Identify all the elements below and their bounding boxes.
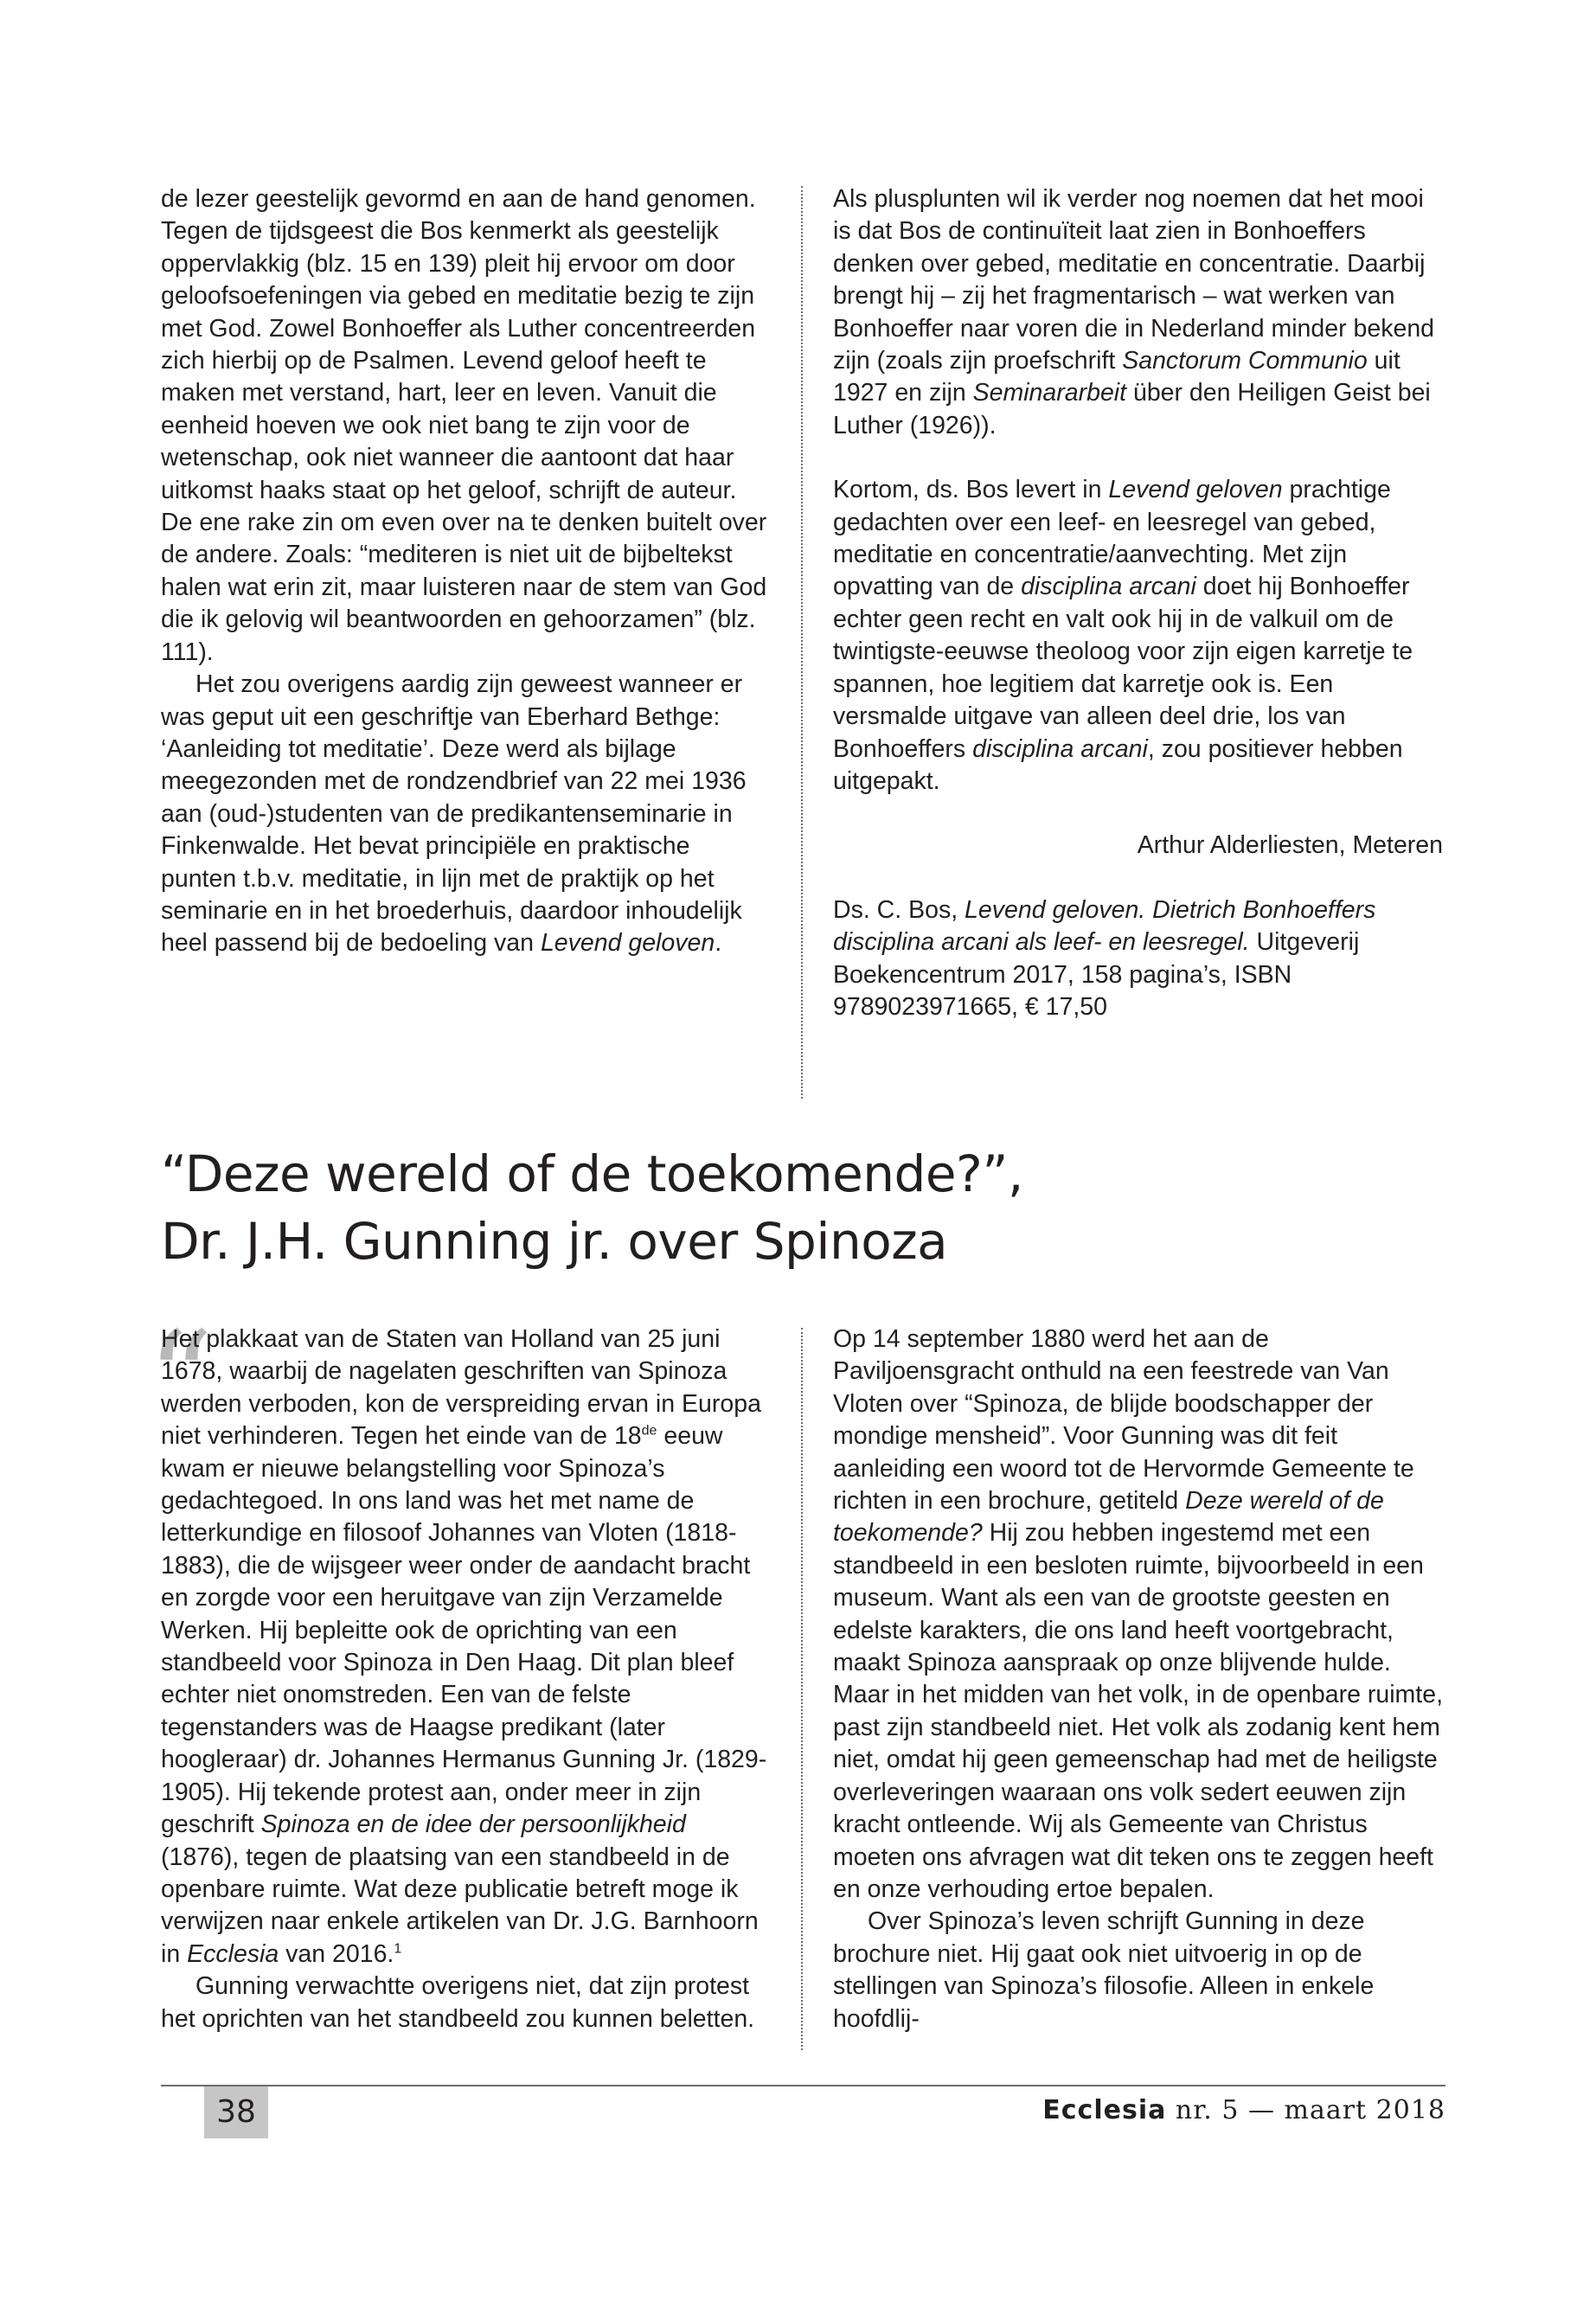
page-number: 38 bbox=[204, 2086, 268, 2138]
article-paragraph-4: Over Spinoza’s leven schrijft Gunning in deze brochure niet. Hij gaat ook niet uitvoerig in op de stellingen van Spinoza’s filosofie. Alleen in enkele hoofdlij- bbox=[833, 1907, 1375, 2033]
review-paragraph-4: Kortom, ds. Bos levert in Levend geloven prachtige gedachten over een leef- en leesregel van gebed, meditatie en concentratie/aanvechting. Met zijn opvatting van de disciplina arcani doet hij Bonhoeffer echter geen recht en valt ook hij in de valkuil om de twintigste-eeuwse theoloog voor zijn eigen karretje te spannen, hoe legitiem dat karretje ook is. Een versmalde uitgave van alleen deel drie, los van Bonhoeffers disciplina arcani, zou positiever hebben uitgepakt. bbox=[833, 476, 1413, 795]
article-title bbox=[161, 1140, 1458, 1275]
footer-rule bbox=[161, 2085, 1445, 2086]
review-column-right bbox=[833, 183, 1443, 1023]
column-divider-top bbox=[801, 186, 803, 1099]
footnote-marker: 1 bbox=[394, 1941, 402, 1957]
drop-quote-mark: “ bbox=[147, 1304, 214, 1455]
review-bibliography: Ds. C. Bos, Levend geloven. Dietrich Bonhoeffers disciplina arcani als leef- en leesregel. Uitgeverij Boekencentrum 2017, 158 pagina’s, ISBN 9789023971665, € 17,50 bbox=[833, 895, 1376, 1021]
review-author: Arthur Alderliesten, Meteren bbox=[1137, 831, 1443, 860]
article-title-line-2: Dr. J.H. Gunning jr. over Spinoza bbox=[161, 1212, 948, 1271]
review-column-left bbox=[161, 183, 771, 960]
review-paragraph-3: Als plusplunten wil ik verder nog noemen dat het mooi is dat Bos de continuïteit laat zien in Bonhoeffers denken over gebed, meditatie en concentratie. Daarbij brengt hij – zij het fragmentarisch – wat werken van Bonhoeffer naar voren die in Nederland minder bekend zijn (zoals zijn proefschrift Sanctorum Communio uit 1927 en zijn Seminararbeit über den Heiligen Geist bei Luther (1926)). bbox=[833, 185, 1435, 439]
column-divider-bottom bbox=[801, 1328, 803, 2050]
article-title-line-1: “Deze wereld of de toekomende?”, bbox=[161, 1144, 1023, 1203]
article-column-left bbox=[161, 1324, 771, 2035]
article-paragraph-1: Het plakkaat van de Staten van Holland van 25 juni 1678, waarbij de nagelaten geschriften van Spinoza werden verboden, kon de verspreiding ervan in Europa niet verhinderen. Tegen het einde van de 18de eeuw kwam er nieuwe belangstelling voor Spinoza’s gedachtegoed. In ons land was het met name de letterkundige en filosoof Johannes van Vloten (1818-1883), die de wijsgeer weer onder de aandacht bracht en zorgde voor een heruitgave van zijn Verzamelde Werken. Hij bepleitte ook de oprichting van een standbeeld voor Spinoza in Den Haag. Dit plan bleef echter niet onomstreden. Een van de felste tegenstanders was de Haagse predikant (later hoogleraar) dr. Johannes Hermanus Gunning Jr. (1829-1905). Hij tekende protest aan, onder meer in zijn geschrift Spinoza en de idee der persoonlijkheid (1876), tegen de plaatsing van een standbeeld in de openbare ruimte. Wat deze publicatie betreft moge ik verwijzen naar enkele artikelen van Dr. J.G. Barnhoorn in Ecclesia van 2016.$^1$ bbox=[161, 1325, 767, 1968]
book-title: Levend geloven bbox=[540, 929, 715, 958]
article-paragraph-3: Op 14 september 1880 werd het aan de Paviljoensgracht onthuld na een feestrede van Van Vloten over “Spinoza, de blijde boodschapper der mondige mensheid”. Voor Gunning was dit feit aanleiding een woord tot de Hervormde Gemeente te richten in een brochure, getiteld Deze wereld of de toekomende? Hij zou hebben ingestemd met een standbeeld in een besloten ruimte, bijvoorbeeld in een museum. Want als een van de grootste geesten en edelste karakters, die ons land heeft voortgebracht, maakt Spinoza aanspraak op onze blijvende hulde. Maar in het midden van het volk, in de openbare ruimte, past zijn standbeeld niet. Het volk als zodanig kent hem niet, omdat hij geen gemeenschap had met de heiligste overleveringen waaraan ons volk sedert eeuwen zijn kracht ontleende. Wij als Gemeente van Christus moeten ons afvragen wat dit teken ons te zeggen heeft en onze verhouding ertoe bepalen. bbox=[833, 1325, 1443, 1903]
review-paragraph-1: de lezer geestelijk gevormd en aan de hand genomen. Tegen de tijdsgeest die Bos kenmerkt als geestelijk oppervlakkig (blz. 15 en 139) pleit hij ervoor om door geloofsoefeningen via gebed en meditatie bezig te zijn met God. Zowel Bonhoeffer als Luther concentreerden zich hierbij op de Psalmen. Levend geloof heeft te maken met verstand, hart, leer en leven. Vanuit die eenheid hoeven we ook niet bang te zijn voor de wetenschap, ook niet wanneer die aantoont dat haar uitkomst haaks staat op het geloof, schrijft de auteur. De ene rake zin om even over na te denken buitelt over de andere. Zoals: “mediteren is niet uit de bijbeltekst halen wat erin zit, maar luisteren naar de stem van God die ik gelovig wil beantwoorden en gehoorzamen” (blz. 111). bbox=[161, 185, 767, 666]
article-paragraph-2: Gunning verwachtte overigens niet, dat zijn protest het oprichten van het standbeeld zou kunnen beletten. bbox=[161, 1972, 755, 2033]
journal-name: Ecclesia bbox=[1042, 2095, 1167, 2125]
issue-info: nr. 5 — maart 2018 bbox=[1166, 2095, 1445, 2125]
review-paragraph-2: Het zou overigens aardig zijn geweest wanneer er was geput uit een geschriftje van Eberhard Bethge: ‘Aanleiding tot meditatie’. Deze werd als bijlage meegezonden met de rondzendbrief van 22 mei 1936 aan (oud-)studenten van de predikantenseminarie in Finkenwalde. Het bevat principiële en praktische punten t.b.v. meditatie, in lijn met de praktijk op het seminarie en in het broederhuis, daardoor inhoudelijk heel passend bij de bedoeling van Levend geloven. bbox=[161, 670, 747, 958]
article-column-right bbox=[833, 1324, 1443, 2035]
footer-journal bbox=[1042, 2093, 1445, 2128]
